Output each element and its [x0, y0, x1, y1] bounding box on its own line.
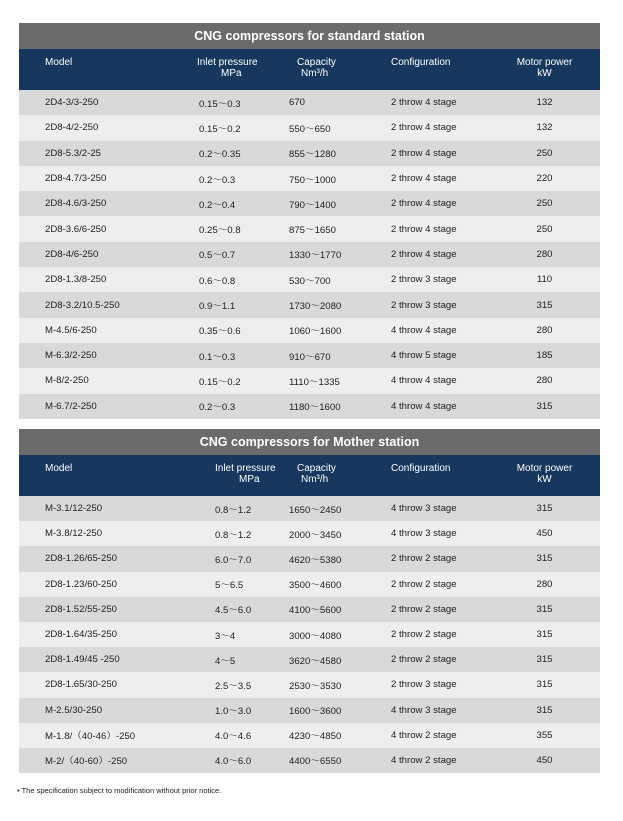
- capacity-cell: 670: [289, 97, 306, 109]
- header-motor-label: Motor power: [516, 57, 573, 68]
- capacity-cell: 3620～4580: [289, 655, 342, 667]
- inlet-pressure-cell: 2.5～3.5: [215, 680, 252, 692]
- header-capacity-label: Capacity: [297, 463, 336, 474]
- inlet-pressure-cell: 0.2～0.3: [199, 402, 236, 414]
- capacity-cell: 4230～4850: [289, 731, 342, 743]
- header-config: Configuration: [391, 57, 451, 68]
- table-row: [19, 546, 600, 571]
- table-row: [19, 292, 600, 317]
- table-row: [19, 216, 600, 241]
- motor-power-cell: 185: [536, 350, 553, 362]
- header-inlet-unit: MPa: [239, 474, 260, 485]
- header-inlet: [169, 49, 289, 90]
- motor-power-cell: 355: [536, 729, 553, 741]
- motor-power-cell: 132: [536, 97, 553, 109]
- model-cell: 2D8-1.65/30-250: [45, 679, 118, 691]
- header-capacity: [289, 455, 379, 496]
- model-cell: 2D8-3.6/6-250: [45, 223, 107, 235]
- motor-power-cell: 315: [536, 299, 553, 311]
- capacity-cell: 530～700: [289, 275, 331, 287]
- configuration-cell: 4 throw 3 stage: [391, 704, 457, 716]
- model-cell: 2D8-4/2-250: [45, 122, 99, 134]
- header-motor: [489, 49, 600, 90]
- table-row: [19, 521, 600, 546]
- configuration-cell: 2 throw 4 stage: [391, 97, 457, 109]
- motor-power-cell: 315: [536, 603, 553, 615]
- capacity-cell: 1730～2080: [289, 301, 342, 313]
- motor-power-cell: 250: [536, 198, 553, 210]
- mother-station-table: [19, 429, 600, 773]
- inlet-pressure-cell: 0.15～0.2: [199, 376, 241, 388]
- table-row: [19, 723, 600, 748]
- header-capacity: [289, 49, 379, 90]
- inlet-pressure-cell: 5～6.5: [215, 580, 244, 592]
- inlet-pressure-cell: 0.9～1.1: [199, 301, 236, 313]
- header-config: Configuration: [391, 463, 451, 474]
- configuration-cell: 4 throw 4 stage: [391, 375, 457, 387]
- header-inlet: [169, 455, 289, 496]
- header-motor-unit: kW: [537, 474, 552, 485]
- header-capacity-unit: Nm³/h: [301, 474, 329, 485]
- footnote: • The specification subject to modification without prior notice.: [17, 786, 222, 795]
- table-row: [19, 698, 600, 723]
- configuration-cell: 2 throw 4 stage: [391, 173, 457, 185]
- model-cell: 2D8-1.3/8-250: [45, 274, 107, 286]
- model-cell: 2D8-5.3/2-25: [45, 147, 101, 159]
- configuration-cell: 4 throw 5 stage: [391, 350, 457, 362]
- header-capacity-unit: Nm³/h: [301, 68, 329, 79]
- model-cell: M-1.8/（40-46）-250: [45, 731, 136, 743]
- table-row: [19, 572, 600, 597]
- model-cell: 2D8-4.7/3-250: [45, 173, 107, 185]
- motor-power-cell: 450: [536, 754, 553, 766]
- model-cell: M-6.7/2-250: [45, 400, 97, 412]
- configuration-cell: 2 throw 4 stage: [391, 147, 457, 159]
- motor-power-cell: 280: [536, 324, 553, 336]
- model-cell: 2D8-4.6/3-250: [45, 198, 107, 210]
- motor-power-cell: 220: [536, 173, 553, 185]
- capacity-cell: 1060～1600: [289, 326, 342, 338]
- header-motor-unit: kW: [537, 68, 552, 79]
- table-row: [19, 496, 600, 521]
- configuration-cell: 4 throw 2 stage: [391, 754, 457, 766]
- table-title: CNG compressors for Mother station: [19, 429, 600, 455]
- configuration-cell: 2 throw 3 stage: [391, 274, 457, 286]
- capacity-cell: 790～1400: [289, 199, 336, 211]
- motor-power-cell: 315: [536, 553, 553, 565]
- model-cell: 2D8-4/6-250: [45, 248, 99, 260]
- header-motor-label: Motor power: [516, 463, 573, 474]
- inlet-pressure-cell: 4.5～6.0: [215, 605, 252, 617]
- inlet-pressure-cell: 0.8～1.2: [215, 504, 252, 516]
- capacity-cell: 3000～4080: [289, 630, 342, 642]
- table-row: [19, 368, 600, 393]
- motor-power-cell: 315: [536, 629, 553, 641]
- configuration-cell: 2 throw 4 stage: [391, 198, 457, 210]
- table-row: [19, 672, 600, 697]
- configuration-cell: 2 throw 2 stage: [391, 603, 457, 615]
- table-row: [19, 343, 600, 368]
- table-body: [19, 496, 600, 773]
- configuration-cell: 2 throw 4 stage: [391, 223, 457, 235]
- configuration-cell: 4 throw 3 stage: [391, 503, 457, 515]
- header-inlet-label: Inlet pressure: [215, 463, 276, 474]
- motor-power-cell: 450: [536, 528, 553, 540]
- inlet-pressure-cell: 0.2～0.4: [199, 199, 236, 211]
- configuration-cell: 2 throw 2 stage: [391, 553, 457, 565]
- capacity-cell: 550～650: [289, 123, 331, 135]
- motor-power-cell: 315: [536, 679, 553, 691]
- table-row: [19, 597, 600, 622]
- capacity-cell: 1600～3600: [289, 706, 342, 718]
- header-capacity-label: Capacity: [297, 57, 336, 68]
- header-inlet-label: Inlet pressure: [197, 57, 258, 68]
- configuration-cell: 4 throw 4 stage: [391, 400, 457, 412]
- capacity-cell: 1650～2450: [289, 504, 342, 516]
- inlet-pressure-cell: 0.35～0.6: [199, 326, 241, 338]
- inlet-pressure-cell: 4.0～6.0: [215, 756, 252, 768]
- motor-power-cell: 315: [536, 704, 553, 716]
- inlet-pressure-cell: 0.2～0.35: [199, 149, 241, 161]
- capacity-cell: 4620～5380: [289, 554, 342, 566]
- table-row: [19, 90, 600, 115]
- capacity-cell: 1180～1600: [289, 402, 341, 414]
- motor-power-cell: 315: [536, 400, 553, 412]
- inlet-pressure-cell: 0.6～0.8: [199, 275, 236, 287]
- model-cell: 2D8-1.64/35-250: [45, 629, 118, 641]
- inlet-pressure-cell: 4～5: [215, 655, 236, 667]
- configuration-cell: 4 throw 4 stage: [391, 324, 457, 336]
- capacity-cell: 855～1280: [289, 149, 336, 161]
- capacity-cell: 4100～5600: [289, 605, 342, 617]
- inlet-pressure-cell: 6.0～7.0: [215, 554, 252, 566]
- configuration-cell: 4 throw 2 stage: [391, 729, 457, 741]
- capacity-cell: 750～1000: [289, 174, 336, 186]
- configuration-cell: 2 throw 3 stage: [391, 679, 457, 691]
- capacity-cell: 3500～4600: [289, 580, 342, 592]
- model-cell: 2D4-3/3-250: [45, 97, 99, 109]
- model-cell: 2D8-3.2/10.5-250: [45, 299, 120, 311]
- inlet-pressure-cell: 0.15～0.2: [199, 123, 241, 135]
- inlet-pressure-cell: 0.8～1.2: [215, 529, 252, 541]
- motor-power-cell: 280: [536, 375, 553, 387]
- table-row: [19, 166, 600, 191]
- table-row: [19, 141, 600, 166]
- inlet-pressure-cell: 0.5～0.7: [199, 250, 236, 262]
- motor-power-cell: 315: [536, 654, 553, 666]
- capacity-cell: 1110～1335: [289, 376, 340, 388]
- inlet-pressure-cell: 1.0～3.0: [215, 706, 252, 718]
- header-inlet-unit: MPa: [221, 68, 242, 79]
- motor-power-cell: 250: [536, 223, 553, 235]
- table-row: [19, 267, 600, 292]
- header-model: Model: [45, 57, 73, 68]
- model-cell: M-3.8/12-250: [45, 528, 103, 540]
- capacity-cell: 2000～3450: [289, 529, 342, 541]
- model-cell: M-2.5/30-250: [45, 704, 103, 716]
- model-cell: 2D8-1.49/45 -250: [45, 654, 120, 666]
- table-header: [19, 455, 600, 496]
- configuration-cell: 2 throw 2 stage: [391, 629, 457, 641]
- table-row: [19, 318, 600, 343]
- configuration-cell: 2 throw 4 stage: [391, 122, 457, 134]
- model-cell: M-4.5/6-250: [45, 324, 97, 336]
- motor-power-cell: 110: [536, 274, 553, 286]
- inlet-pressure-cell: 3～4: [215, 630, 236, 642]
- model-cell: 2D8-1.23/60-250: [45, 578, 118, 590]
- table-row: [19, 191, 600, 216]
- capacity-cell: 4400～6550: [289, 756, 342, 768]
- table-row: [19, 748, 600, 773]
- table-body: [19, 90, 600, 419]
- model-cell: M-6.3/2-250: [45, 350, 97, 362]
- motor-power-cell: 132: [536, 122, 553, 134]
- model-cell: M-8/2-250: [45, 375, 89, 387]
- inlet-pressure-cell: 4.0～4.6: [215, 731, 252, 743]
- table-row: [19, 622, 600, 647]
- motor-power-cell: 280: [536, 248, 553, 260]
- model-cell: M-3.1/12-250: [45, 503, 103, 515]
- table-header: [19, 49, 600, 90]
- capacity-cell: 875～1650: [289, 225, 336, 237]
- motor-power-cell: 315: [536, 503, 553, 515]
- configuration-cell: 4 throw 3 stage: [391, 528, 457, 540]
- table-row: [19, 115, 600, 140]
- capacity-cell: 910～670: [289, 351, 331, 363]
- motor-power-cell: 280: [536, 578, 553, 590]
- model-cell: 2D8-1.52/55-250: [45, 603, 118, 615]
- inlet-pressure-cell: 0.1～0.3: [199, 351, 236, 363]
- configuration-cell: 2 throw 2 stage: [391, 578, 457, 590]
- table-row: [19, 394, 600, 419]
- table-title: CNG compressors for standard station: [19, 23, 600, 49]
- table-row: [19, 242, 600, 267]
- inlet-pressure-cell: 0.15～0.3: [199, 98, 241, 110]
- capacity-cell: 2530～3530: [289, 680, 342, 692]
- standard-station-table: [19, 23, 600, 419]
- model-cell: 2D8-1.26/65-250: [45, 553, 118, 565]
- table-row: [19, 647, 600, 672]
- configuration-cell: 2 throw 2 stage: [391, 654, 457, 666]
- header-motor: [489, 455, 600, 496]
- header-model: Model: [45, 463, 73, 474]
- inlet-pressure-cell: 0.25～0.8: [199, 225, 241, 237]
- model-cell: M-2/（40-60）-250: [45, 756, 128, 768]
- motor-power-cell: 250: [536, 147, 553, 159]
- configuration-cell: 2 throw 3 stage: [391, 299, 457, 311]
- capacity-cell: 1330～1770: [289, 250, 342, 262]
- configuration-cell: 2 throw 4 stage: [391, 248, 457, 260]
- inlet-pressure-cell: 0.2～0.3: [199, 174, 236, 186]
